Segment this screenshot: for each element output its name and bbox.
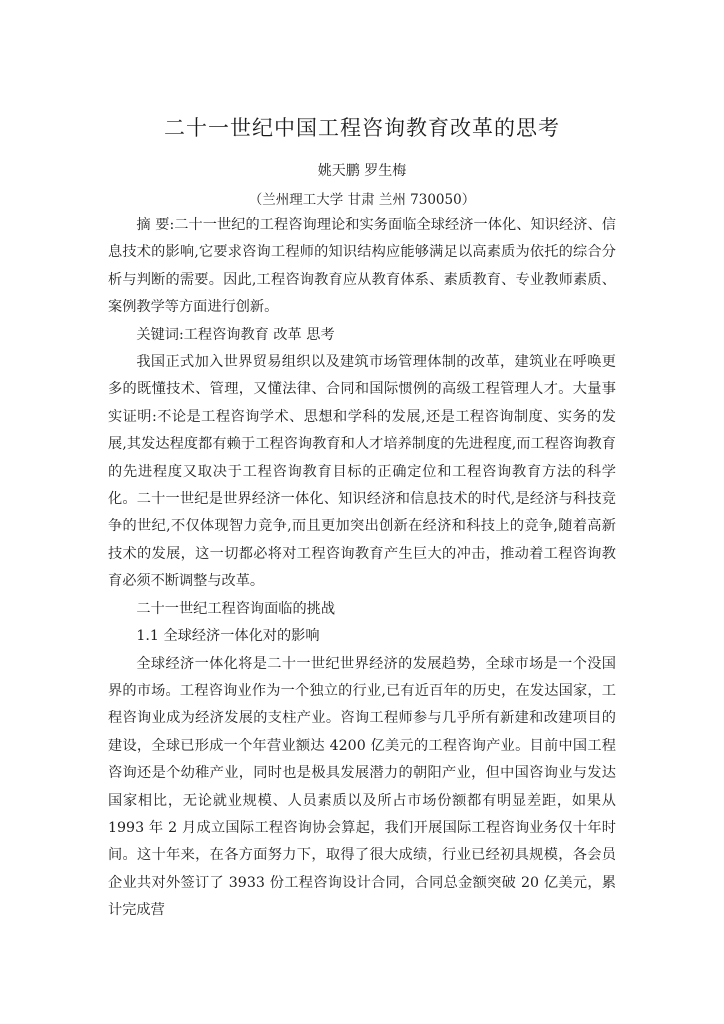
section-paragraph: 全球经济一体化将是二十一世纪世界经济的发展趋势，全球市场是一个没国界的市场。工程咨询业作为一个独立的行业,已有近百年的历史，在发达国家，工程咨询业成为经济发展的支柱产业。咨询工程师参与几乎所有新建和改建项目的建设，全球已形成一个年营业额达 4200 亿美元的工程咨询产业。目前中国工程咨询还是个幼稚产业，同时也是极具发展潜力的朝阳产业，但中国咨询业与发达国家相比，无论就业规模、人员素质以及所占市场份额都有明显差距，如果从 1993 年 2 月成立国际工程咨询协会算起，我们开展国际工程咨询业务仅十年时间。这十年来，在各方面努力下，取得了很大成绩，行业已经初具规模，各会员企业共对外签订了 3933 份工程咨询设计合同，合同总金额突破 20 亿美元，累计完成营 xyxy=(108,655,616,919)
abstract-paragraph: 摘 要:二十一世纪的工程咨询理论和实务面临全球经济一体化、知识经济、信息技术的影响,它要求咨询工程师的知识结构应能够满足以高素质为依托的综合分析与判断的需要。因此,工程咨询教育应从教育体系、素质教育、专业教师素质、案例教学等方面进行创新。 xyxy=(108,217,616,316)
intro-paragraph: 我国正式加入世界贸易组织以及建筑市场管理体制的改革，建筑业在呼唤更多的既懂技术、管理，又懂法律、合同和国际惯例的高级工程管理人才。大量事实证明:不论是工程咨询学术、思想和学科的发展,还是工程咨询制度、实务的发展,其发达程度都有赖于工程咨询教育和人才培养制度的先进程度,而工程咨询教育的先进程度又取决于工程咨询教育目标的正确定位和工程咨询教育方法的科学化。二十一世纪是世界经济一体化、知识经济和信息技术的时代,是经济与科技竞争的世纪,不仅体现智力竞争,而且更加突出创新在经济和科技上的竞争,随着高新技术的发展，这一切都必将对工程咨询教育产生巨大的冲击，推动着工程咨询教育必须不断调整与改革。 xyxy=(108,354,616,590)
author-affiliation: （兰州理工大学 甘肃 兰州 730050） xyxy=(248,192,476,208)
paper-authors: 姚天鹏 罗生梅 xyxy=(317,163,407,179)
paper-body xyxy=(108,212,616,925)
subsection-heading: 1.1 全球经济一体化对的影响 xyxy=(136,628,320,645)
paper-title: 二十一世纪中国工程咨询教育改革的思考 xyxy=(164,116,560,140)
keywords-line: 关键词:工程咨询教育 改革 思考 xyxy=(136,326,335,343)
section-heading: 二十一世纪工程咨询面临的挑战 xyxy=(136,600,336,617)
